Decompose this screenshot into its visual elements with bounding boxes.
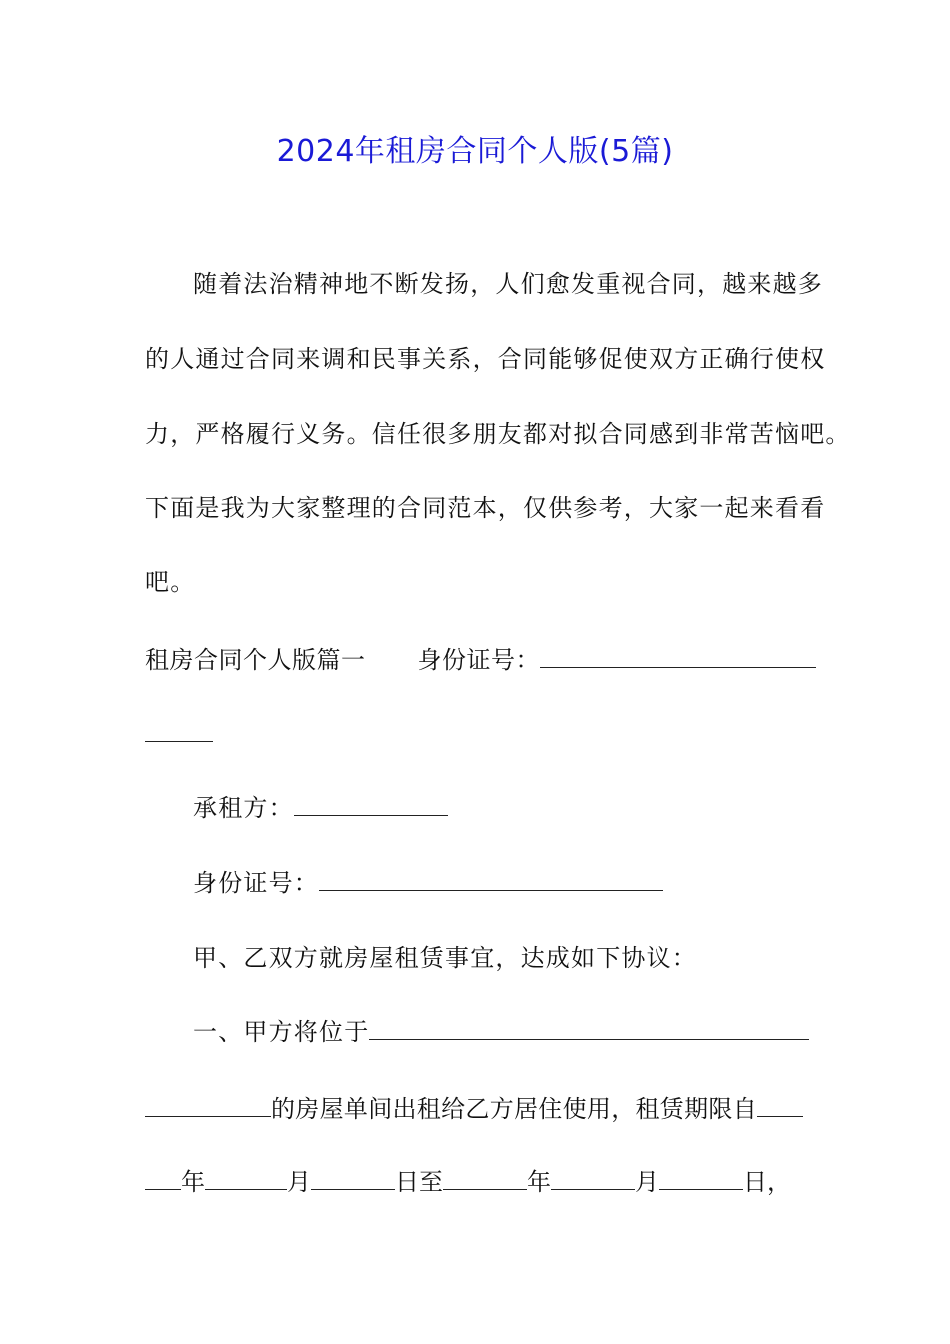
date-month-1: 月 [287, 1168, 311, 1196]
start-day-blank [311, 1167, 395, 1190]
intro-line-2: 的人通过合同来调和民事关系，合同能够促使双方正确行使权 [145, 345, 826, 373]
intro-line-5: 吧。 [145, 568, 196, 596]
section-1-heading: 租房合同个人版篇一 [145, 646, 366, 674]
clause-1-prefix: 一、甲方将位于 [193, 1018, 370, 1046]
id-label-1: 身份证号： [417, 646, 540, 674]
tenant-name-blank [294, 793, 448, 816]
date-month-2: 月 [635, 1168, 659, 1196]
end-year-blank [443, 1167, 527, 1190]
intro-line-1: 随着法治精神地不断发扬，人们愈发重视合同，越来越多 [193, 270, 823, 298]
id-number-blank-1 [540, 645, 816, 668]
date-year-1: 年 [181, 1168, 205, 1196]
clause-1-continued-row [145, 1093, 803, 1125]
date-day-end: 日， [743, 1168, 791, 1196]
intro-line-3: 力，严格履行义务。信任很多朋友都对拟合同感到非常苦恼吧。 [145, 420, 851, 448]
start-month-blank [205, 1167, 287, 1190]
date-year-2: 年 [527, 1168, 551, 1196]
tenant-row [193, 792, 448, 824]
address-blank [369, 1017, 809, 1040]
id-label-2: 身份证号： [193, 869, 319, 897]
document-title: 2024年租房合同个人版(5篇) [276, 134, 674, 169]
end-month-blank [551, 1167, 635, 1190]
end-day-blank [659, 1167, 743, 1190]
date-range-row [145, 1166, 791, 1198]
start-year-blank-continued [145, 1167, 181, 1190]
section-1-heading-row [145, 644, 816, 676]
id-number-blank-1-continued-row [145, 718, 213, 750]
start-year-blank [757, 1094, 803, 1117]
id-number-blank-1-continued [145, 719, 213, 742]
clause-1-mid: 的房屋单间出租给乙方居住使用，租赁期限自 [271, 1095, 757, 1123]
id-number-blank-2 [319, 868, 663, 891]
address-blank-continued [145, 1094, 271, 1117]
intro-line-4: 下面是我为大家整理的合同范本，仅供参考，大家一起来看看 [145, 494, 826, 522]
id-row-2 [193, 867, 663, 899]
date-day-to: 日至 [395, 1168, 443, 1196]
agreement-intro: 甲、乙双方就房屋租赁事宜，达成如下协议： [193, 944, 697, 972]
clause-1-row [193, 1016, 809, 1048]
tenant-label: 承租方： [193, 794, 294, 822]
